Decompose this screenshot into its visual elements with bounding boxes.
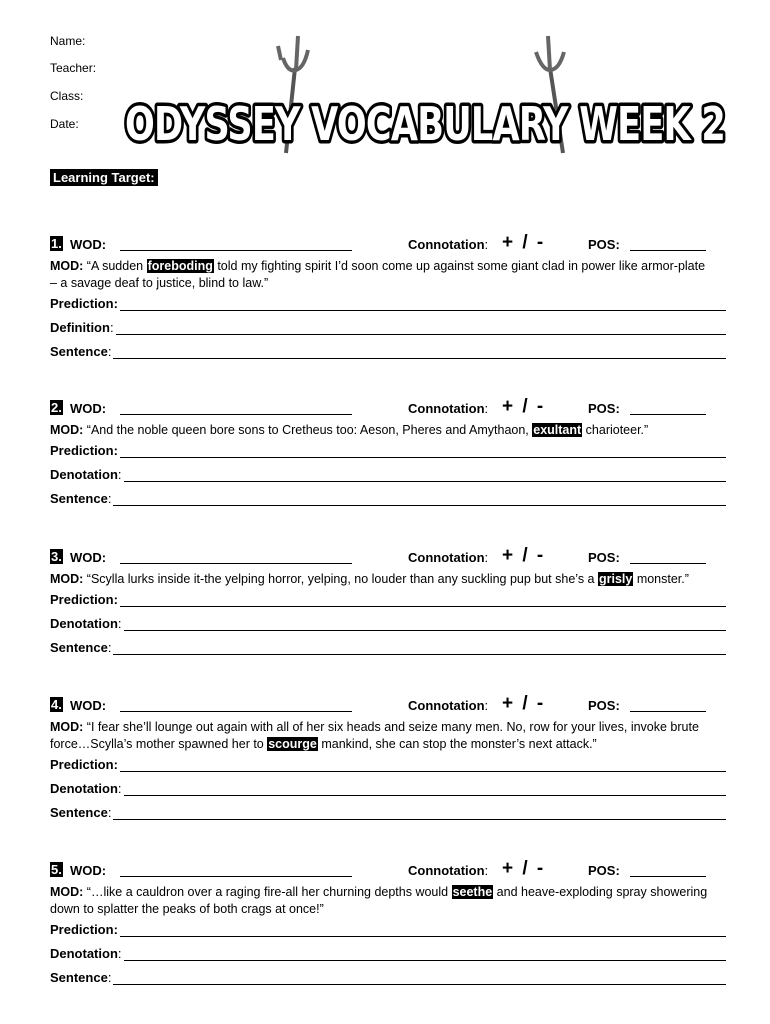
connotation-plus-minus[interactable]: + / - xyxy=(502,396,546,417)
wod-label: WOD: xyxy=(70,863,107,878)
vocab-word: grisly xyxy=(598,572,633,586)
denotation-field[interactable]: Denotation: xyxy=(50,612,730,636)
sentence-field[interactable]: Sentence: xyxy=(50,966,730,990)
vocab-item-1 xyxy=(50,234,730,364)
connotation-label: Connotation: xyxy=(408,698,489,713)
vocab-item-5 xyxy=(50,860,730,990)
wod-label: WOD: xyxy=(70,401,107,416)
class-label: Class: xyxy=(50,89,84,103)
prediction-field[interactable]: Prediction: xyxy=(50,918,730,942)
vocab-item-3 xyxy=(50,547,730,660)
vocab-word: foreboding xyxy=(147,259,213,273)
connotation-plus-minus[interactable]: + / - xyxy=(502,545,546,566)
denotation-field[interactable]: Denotation: xyxy=(50,942,730,966)
mod-sentence: MOD: “I fear she’ll lounge out again with all of her six heads and seize many men. No, row for your lives, invoke brute force…Scylla’s mother spawned her to scourge mankind, she can stop the monster’s next attack.” xyxy=(50,720,699,751)
mod-sentence: MOD: “A sudden foreboding told my fighting spirit I’d soon come up against some giant clad in power like armor-plate – a savage deaf to justice, blind to law.” xyxy=(50,259,706,290)
wod-blank[interactable] xyxy=(120,876,352,877)
pos-blank[interactable] xyxy=(630,876,706,877)
mod-sentence: MOD: “…like a cauldron over a raging fire-all her churning depths would seethe and heave-exploding spray showering down to splatter the peaks of both crags at once!” xyxy=(50,885,708,916)
pos-blank[interactable] xyxy=(630,711,706,712)
definition-field[interactable]: Definition: xyxy=(50,316,730,340)
connotation-plus-minus[interactable]: + / - xyxy=(502,693,546,714)
wod-label: WOD: xyxy=(70,237,107,252)
pos-blank[interactable] xyxy=(630,250,706,251)
pos-label: POS: xyxy=(588,237,620,252)
pos-label: POS: xyxy=(588,401,620,416)
prediction-field[interactable]: Prediction: xyxy=(50,439,730,463)
pos-blank[interactable] xyxy=(630,563,706,564)
pos-label: POS: xyxy=(588,863,620,878)
date-label: Date: xyxy=(50,117,79,131)
pos-label: POS: xyxy=(588,698,620,713)
wod-blank[interactable] xyxy=(120,563,352,564)
vocab-word: exultant xyxy=(533,423,582,437)
item-number: 4. xyxy=(51,697,62,712)
wod-row xyxy=(50,695,730,717)
prediction-field[interactable]: Prediction: xyxy=(50,588,730,612)
denotation-field[interactable]: Denotation: xyxy=(50,463,730,487)
wod-blank[interactable] xyxy=(120,711,352,712)
learning-target-label: Learning Target: xyxy=(50,169,158,186)
item-number: 2. xyxy=(51,400,62,415)
page-title: ODYSSEY VOCABULARY WEEK 2 xyxy=(125,97,725,151)
wod-row xyxy=(50,234,730,256)
wod-row xyxy=(50,398,730,420)
connotation-plus-minus[interactable]: + / - xyxy=(502,858,546,879)
connotation-label: Connotation: xyxy=(408,863,489,878)
item-number: 1. xyxy=(51,236,62,251)
sentence-field[interactable]: Sentence: xyxy=(50,801,730,825)
connotation-plus-minus[interactable]: + / - xyxy=(502,232,546,253)
sentence-field[interactable]: Sentence: xyxy=(50,487,730,511)
mod-sentence: MOD: “And the noble queen bore sons to Cretheus too: Aeson, Pheres and Amythaon, exultant charioteer.” xyxy=(50,423,649,437)
denotation-field[interactable]: Denotation: xyxy=(50,777,730,801)
vocab-item-4 xyxy=(50,695,730,825)
prediction-field[interactable]: Prediction: xyxy=(50,753,730,777)
connotation-label: Connotation: xyxy=(408,237,489,252)
connotation-label: Connotation: xyxy=(408,401,489,416)
item-number: 5. xyxy=(51,862,62,877)
wod-blank[interactable] xyxy=(120,414,352,415)
wod-row xyxy=(50,547,730,569)
title-banner xyxy=(118,28,733,163)
connotation-label: Connotation: xyxy=(408,550,489,565)
sentence-field[interactable]: Sentence: xyxy=(50,340,730,364)
vocab-item-2 xyxy=(50,398,730,511)
mod-sentence: MOD: “Scylla lurks inside it-the yelping horror, yelping, no louder than any suckling pup but she’s a grisly monster.” xyxy=(50,572,689,586)
item-number: 3. xyxy=(51,549,62,564)
wod-blank[interactable] xyxy=(120,250,352,251)
vocab-word: seethe xyxy=(452,885,493,899)
pos-blank[interactable] xyxy=(630,414,706,415)
vocab-word: scourge xyxy=(268,737,317,751)
wod-row xyxy=(50,860,730,882)
pos-label: POS: xyxy=(588,550,620,565)
wod-label: WOD: xyxy=(70,698,107,713)
prediction-field[interactable]: Prediction: xyxy=(50,292,730,316)
name-label: Name: xyxy=(50,34,86,48)
sentence-field[interactable]: Sentence: xyxy=(50,636,730,660)
teacher-label: Teacher: xyxy=(50,61,97,75)
wod-label: WOD: xyxy=(70,550,107,565)
